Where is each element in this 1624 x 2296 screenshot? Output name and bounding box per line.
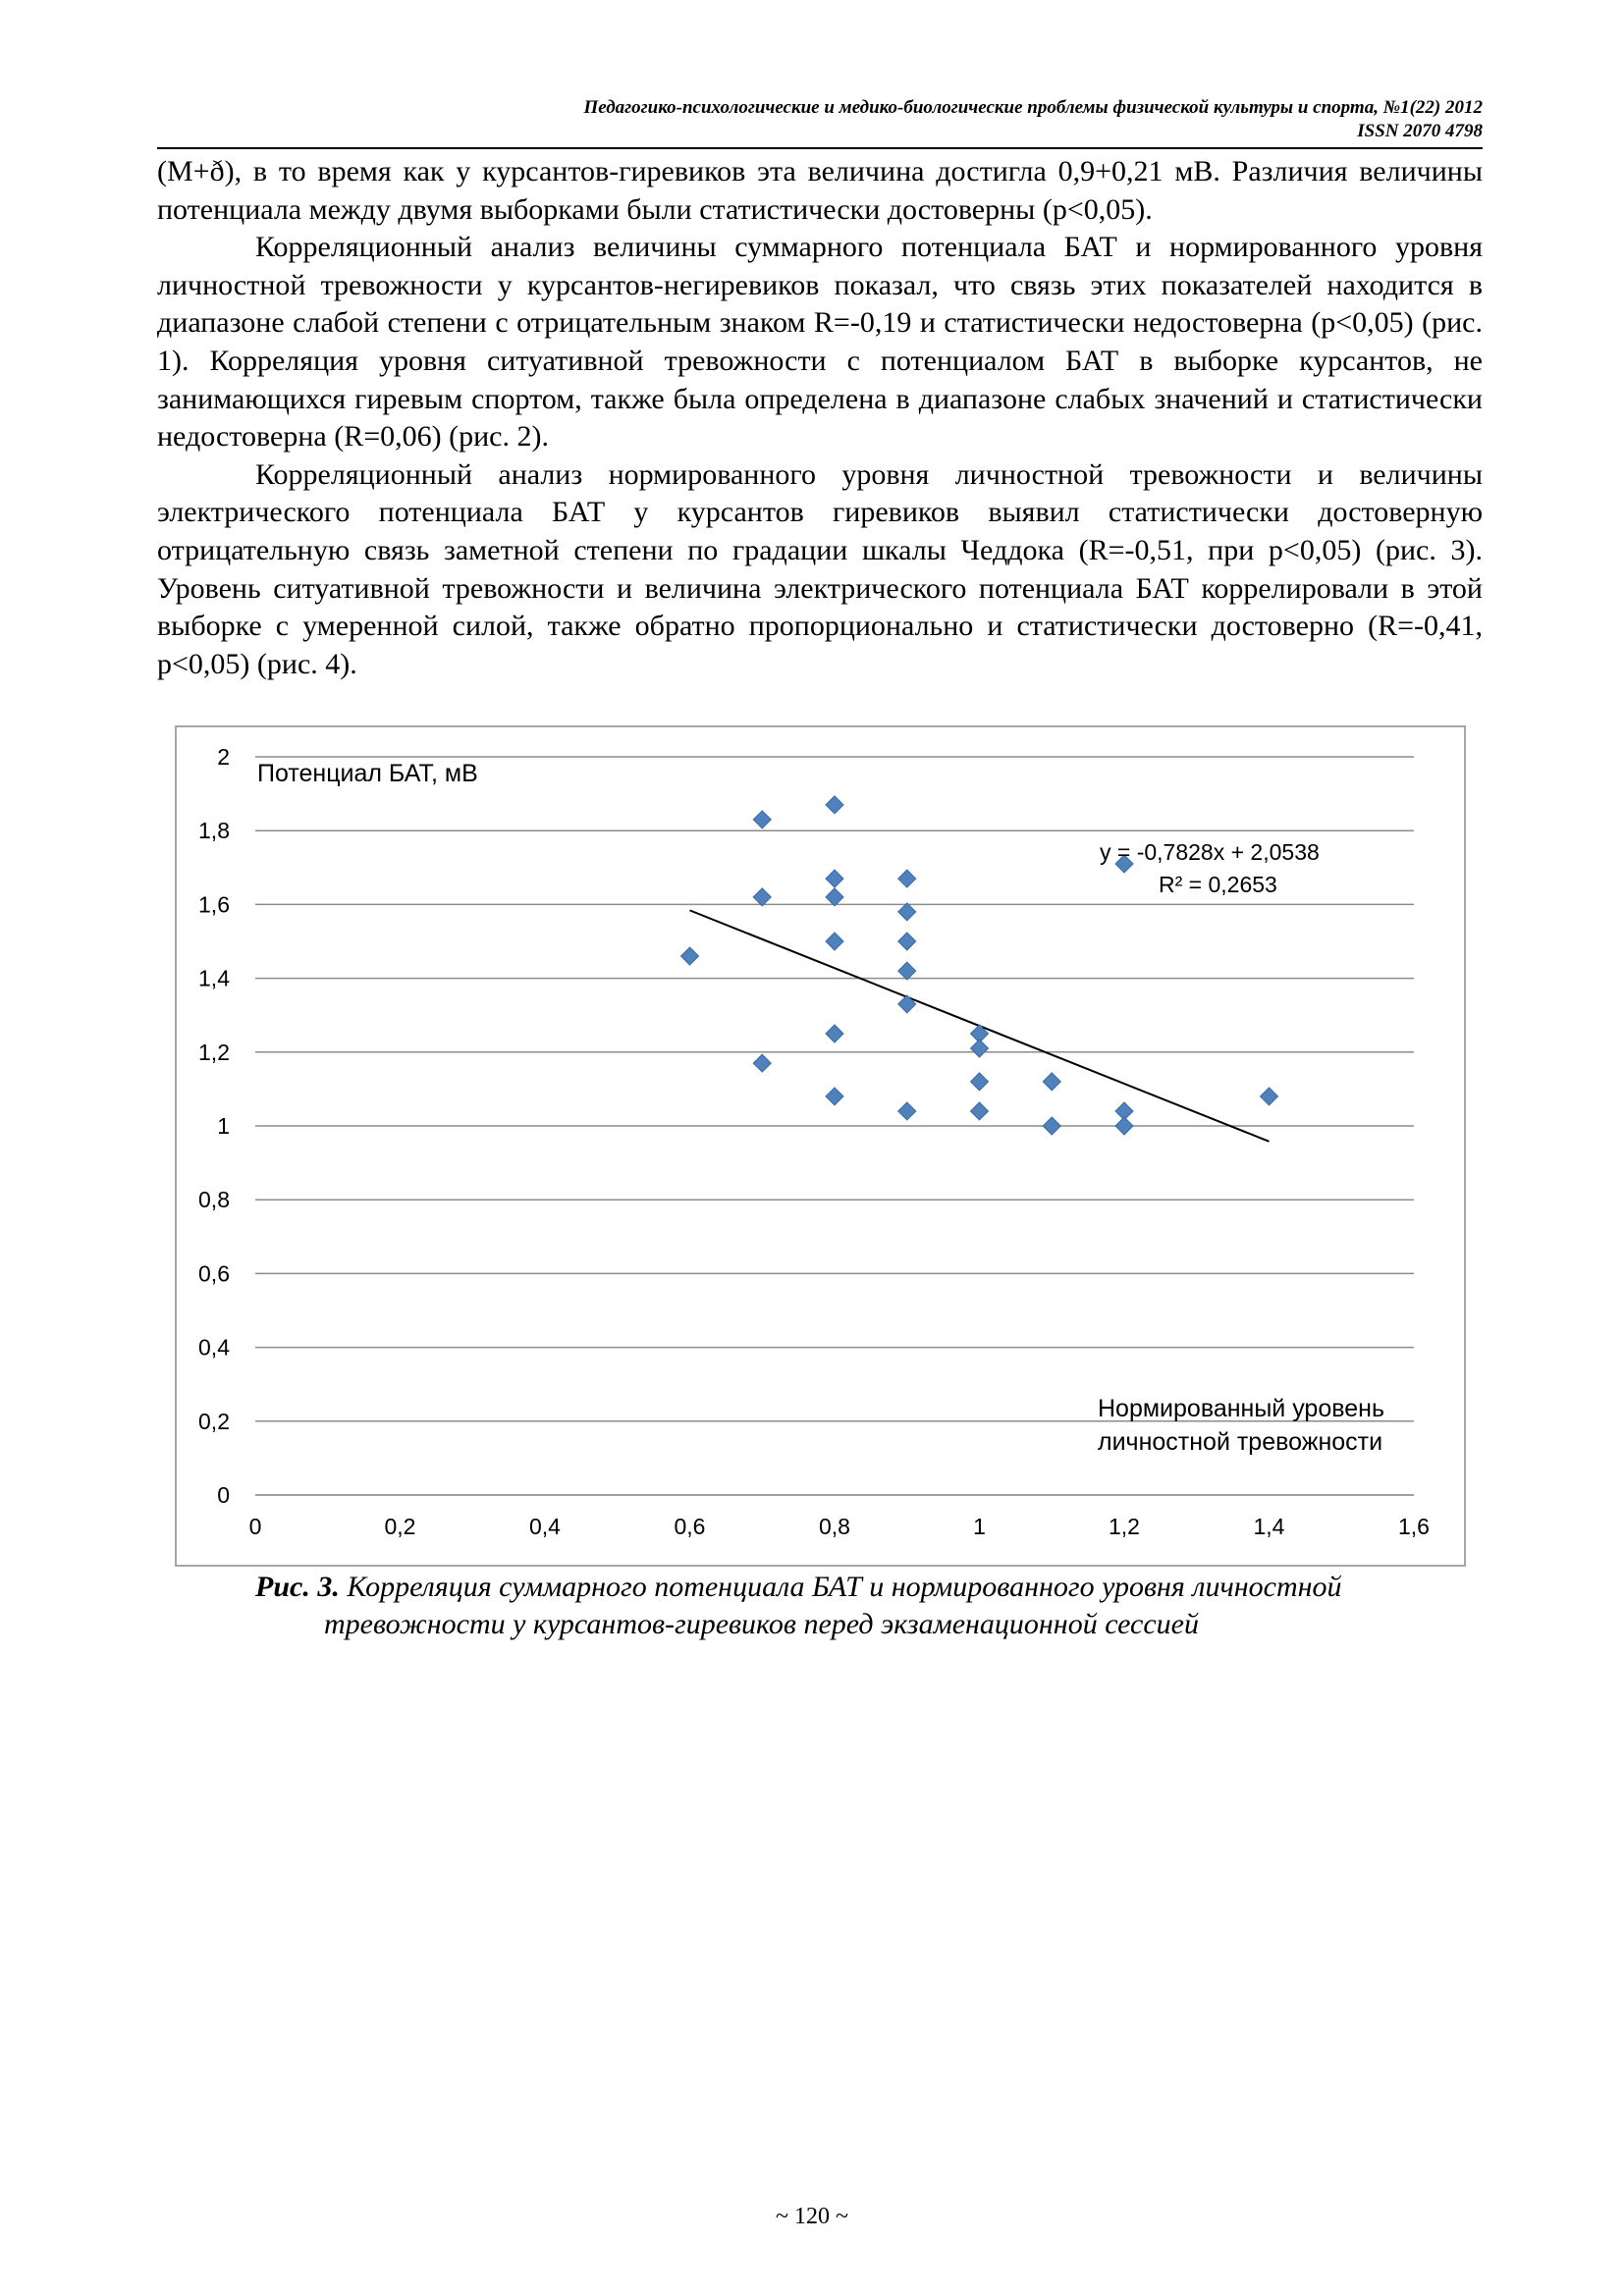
x-axis-label-line2: личностной тревожности — [1098, 1428, 1383, 1456]
y-tick-label: 1,6 — [198, 891, 230, 918]
y-axis-label: Потенциал БАТ, мВ — [257, 760, 478, 787]
r-squared-label: R² = 0,2653 — [1159, 872, 1277, 897]
page-number: ~ 120 ~ — [776, 2204, 848, 2229]
data-point — [971, 1102, 989, 1120]
y-tick-labels — [198, 744, 230, 1508]
data-point — [898, 995, 916, 1013]
data-point — [826, 796, 843, 814]
x-tick-label: 0,6 — [674, 1514, 706, 1539]
data-point — [1115, 1117, 1133, 1135]
data-point — [1043, 1117, 1060, 1135]
gridlines — [255, 757, 1414, 1495]
journal-header — [157, 96, 1483, 143]
caption-line-2: тревожности у курсантов-гиревиков перед экзаменационной сессией — [324, 1608, 1199, 1640]
journal-title: Педагогико-психологические и медико-биологические проблемы физической культуры и спорта, №1(22) 2012 — [583, 97, 1483, 118]
data-point — [753, 1054, 771, 1072]
x-tick-label: 1,2 — [1109, 1514, 1140, 1539]
x-tick-labels — [249, 1514, 1430, 1539]
data-point — [1043, 1073, 1060, 1091]
data-point — [898, 1102, 916, 1120]
chart-canvas — [177, 727, 1464, 1565]
x-axis-label-line1: Нормированный уровень — [1098, 1395, 1384, 1422]
data-point — [898, 903, 916, 921]
article-body — [157, 153, 1483, 683]
y-tick-label: 1,8 — [198, 818, 230, 844]
data-point — [826, 933, 843, 950]
x-tick-label: 0,4 — [529, 1514, 561, 1539]
y-tick-label: 0,2 — [198, 1408, 230, 1434]
data-point — [681, 947, 699, 965]
y-tick-label: 0,6 — [198, 1260, 230, 1287]
data-point — [753, 811, 771, 828]
x-tick-label: 0,8 — [819, 1514, 850, 1539]
y-tick-label: 1,2 — [198, 1039, 230, 1065]
data-point — [898, 962, 916, 980]
data-point — [826, 870, 843, 887]
header-divider — [157, 147, 1483, 149]
figure-caption — [255, 1569, 1483, 1643]
scatter-chart — [175, 725, 1466, 1567]
caption-line-1: Корреляция суммарного потенциала БАТ и нормированного уровня личностной — [347, 1571, 1342, 1603]
y-tick-label: 0,4 — [198, 1334, 230, 1361]
figure-label: Рис. 3. — [255, 1571, 340, 1603]
trendline-equation: y = -0,7828x + 2,0538 — [1100, 839, 1320, 865]
y-tick-label: 1 — [217, 1113, 230, 1139]
data-point — [826, 888, 843, 906]
x-tick-label: 1 — [973, 1514, 986, 1539]
y-tick-label: 0,8 — [198, 1187, 230, 1213]
data-point — [826, 1088, 843, 1105]
paragraph-3: Корреляционный анализ нормированного уровня личностной тревожности и величины электрического потенциала БАТ у курсантов гиревиков выявил статистически достоверную отрицательную связь заметной степени по градации шкалы Чеддока (R=-0,51, при р<0,05) (рис. 3). Уровень ситуативной тревожности и величина электрического потенциала БАТ коррелировали в этой выборке с умеренной силой, также обратно пропорционально и статистически достоверно (R=-0,41, р<0,05) (рис. 4). — [157, 457, 1483, 680]
data-point — [898, 933, 916, 950]
x-tick-label: 0,2 — [384, 1514, 416, 1539]
y-tick-label: 0 — [217, 1482, 230, 1508]
data-point — [1261, 1088, 1278, 1105]
data-point — [971, 1073, 989, 1091]
x-tick-label: 1,6 — [1398, 1514, 1430, 1539]
x-tick-label: 0 — [248, 1514, 262, 1539]
y-tick-label: 2 — [217, 744, 230, 770]
data-point — [753, 888, 771, 906]
x-tick-label: 1,4 — [1253, 1514, 1285, 1539]
data-point — [826, 1025, 843, 1042]
y-tick-label: 1,4 — [198, 965, 230, 991]
journal-issn: ISSN 2070 4798 — [1357, 121, 1483, 141]
data-point — [971, 1040, 989, 1057]
paragraph-1: (М+ð), в то время как у курсантов-гиревиков эта величина достигла 0,9+0,21 мВ. Различия величины потенциала между двумя выборками были статистически достоверны (р<0,05). — [157, 155, 1483, 226]
paragraph-2: Корреляционный анализ величины суммарного потенциала БАТ и нормированного уровня личностной тревожности у курсантов-негиревиков показал, что связь этих показателей находится в диапазоне слабой степени с отрицательным знаком R=-0,19 и статистически недостоверна (р<0,05) (рис. 1). Корреляция уровня ситуативной тревожности с потенциалом БАТ в выборке курсантов, не занимающихся гиревым спортом, также была определена в диапазоне слабых значений и статистически недостоверна (R=0,06) (рис. 2). — [157, 231, 1483, 454]
data-point — [898, 870, 916, 887]
